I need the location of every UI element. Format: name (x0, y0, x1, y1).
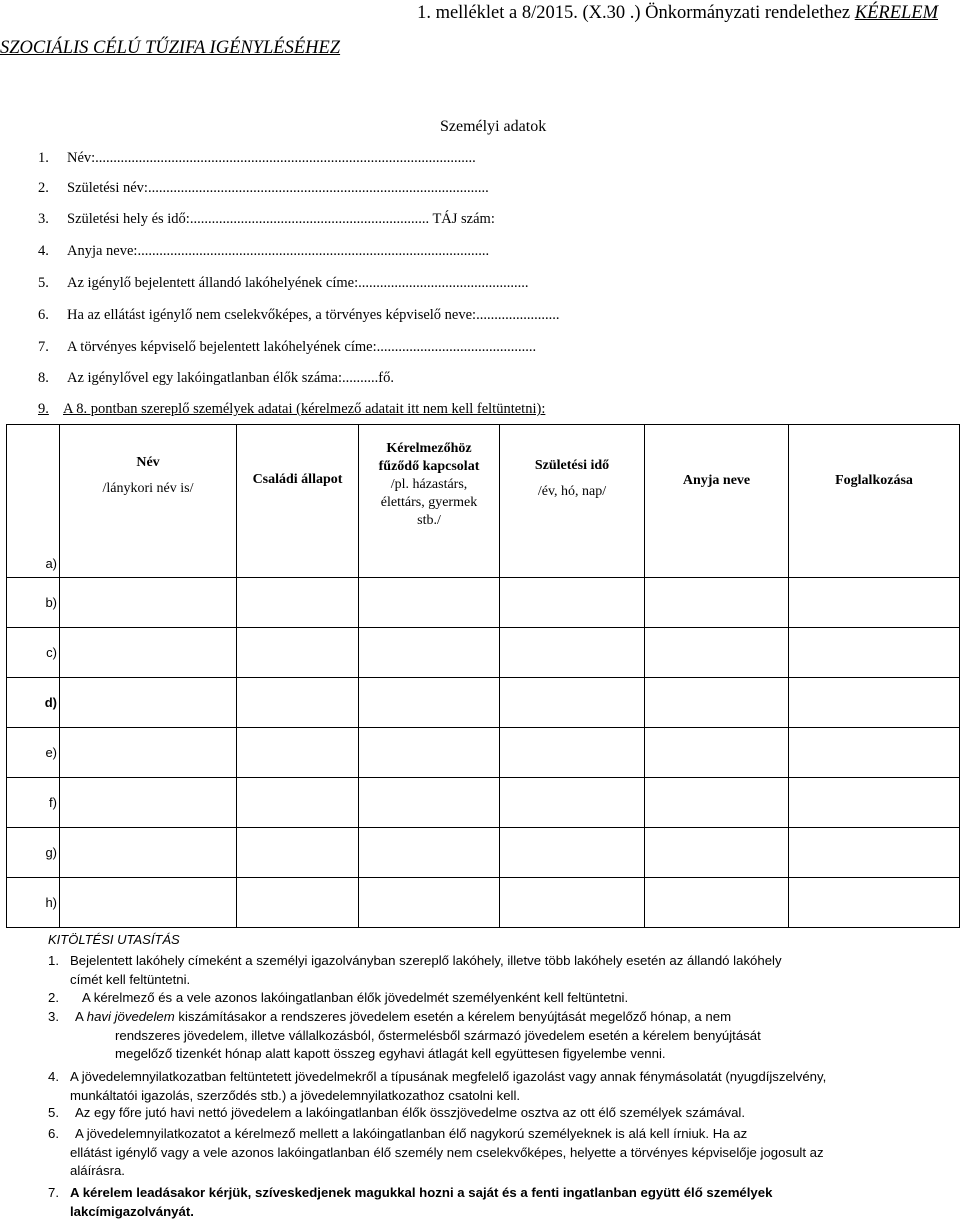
personal-item (38, 180, 898, 200)
header-name: Név /lánykori név is/ (60, 425, 237, 578)
item-number: 9. (38, 401, 49, 417)
instruction-number: 3. (48, 1009, 59, 1024)
table-cell[interactable] (359, 878, 500, 928)
table-cell[interactable] (60, 628, 237, 678)
table-cell[interactable] (500, 678, 645, 728)
table-cell[interactable] (789, 828, 960, 878)
personal-item (38, 307, 898, 327)
instruction-number: 6. (48, 1126, 59, 1141)
instruction-item (48, 1008, 953, 1064)
table-row (7, 728, 960, 778)
table-cell[interactable] (645, 828, 789, 878)
table-cell[interactable] (359, 828, 500, 878)
table-cell[interactable] (500, 728, 645, 778)
item-text: Név:......................................................................................................... (67, 150, 476, 166)
item-text: A törvényes képviselő bejelentett lakóhelyének címe:............................................ (67, 339, 537, 355)
instruction-number: 5. (48, 1105, 59, 1120)
table-cell[interactable] (237, 878, 359, 928)
table-row (7, 878, 960, 928)
item-text: Ha az ellátást igénylő nem cselekvőképes, a törvényes képviselő neve:....................... (67, 307, 560, 323)
table-row (7, 828, 960, 878)
household-members-table (6, 424, 960, 928)
item-text: Az igénylővel egy lakóingatlanban élők száma:..........fő. (67, 370, 394, 386)
instruction-line: A jövedelemnyilatkozatot a kérelmező mellett a lakóingatlanban élő nagykorú személyeknek is alá kell írniuk. Ha az (75, 1126, 748, 1141)
instruction-item (48, 952, 953, 989)
table-header-row (7, 425, 960, 578)
table-cell[interactable] (359, 678, 500, 728)
table-cell[interactable] (237, 778, 359, 828)
table-cell[interactable] (237, 628, 359, 678)
table-cell[interactable] (359, 578, 500, 628)
personal-item (38, 150, 898, 170)
instruction-item (48, 989, 953, 1008)
table-cell[interactable] (645, 778, 789, 828)
table-cell[interactable] (789, 678, 960, 728)
table-cell[interactable] (60, 878, 237, 928)
instruction-line: aláírásra. (70, 1163, 125, 1178)
instruction-line: Bejelentett lakóhely címeként a személyi igazolványban szereplő lakóhely, illetve több lakóhely esetén az állandó lakóhely (70, 953, 782, 968)
table-cell[interactable] (789, 728, 960, 778)
instruction-item (48, 1184, 953, 1221)
table-cell[interactable] (237, 728, 359, 778)
instruction-line: ellátást igénylő vagy a vele azonos lakóingatlanban élő személy nem cselekvőképes, helyette a törvényes képviselője jogosult az (70, 1144, 824, 1160)
table-row (7, 578, 960, 628)
instruction-number: 1. (48, 953, 59, 968)
table-cell[interactable] (645, 578, 789, 628)
table-cell[interactable] (237, 678, 359, 728)
table-cell[interactable] (359, 728, 500, 778)
personal-item (38, 211, 898, 231)
item-text: Születési hely és idő:.................................................................. TÁJ szám: (67, 211, 495, 227)
item-number: 1. (38, 150, 49, 166)
table-cell[interactable] (500, 778, 645, 828)
table-cell[interactable] (789, 628, 960, 678)
table-row (7, 778, 960, 828)
row-label: h) (7, 878, 60, 928)
row-label: e) (7, 728, 60, 778)
table-cell[interactable] (359, 628, 500, 678)
table-cell[interactable] (789, 878, 960, 928)
instruction-line: címét kell feltüntetni. (70, 971, 191, 987)
item-text: Az igénylő bejelentett állandó lakóhelyének címe:............................................... (67, 275, 529, 291)
item-number: 3. (38, 211, 49, 227)
instruction-number: 2. (48, 990, 59, 1005)
table-cell[interactable] (60, 778, 237, 828)
personal-item (38, 401, 898, 421)
item-number: 4. (38, 243, 49, 259)
table-cell[interactable] (500, 628, 645, 678)
item-number: 8. (38, 370, 49, 386)
instruction-line: A kérelmező és a vele azonos lakóingatlanban élők jövedelmét személyenként kell feltüntetni. (82, 990, 629, 1005)
instruction-line: munkáltatói igazolás, szerződés stb.) a jövedelemnyilatkozathoz csatolni kell. (70, 1087, 521, 1103)
instruction-line: megelőző tizenkét hónap alatt kapott összeg egyhavi átlagát kell együttesen figyelembe venni. (115, 1046, 666, 1061)
table-row (7, 628, 960, 678)
personal-item (38, 370, 898, 390)
table-cell[interactable] (645, 878, 789, 928)
item-number: 5. (38, 275, 49, 291)
header-relation: Kérelmezőhöz fűződő kapcsolat /pl. házastárs, élettárs, gyermek stb./ (359, 425, 500, 578)
instruction-number: 7. (48, 1185, 59, 1200)
table-cell[interactable] (237, 578, 359, 628)
table-cell[interactable] (237, 828, 359, 878)
row-label: d) (7, 678, 60, 728)
instruction-item (48, 1125, 953, 1181)
annex-reference: 1. melléklet a 8/2015. (X.30 .) Önkormányzati rendelethez KÉRELEM (417, 3, 938, 23)
row-label: g) (7, 828, 60, 878)
item-text: Anyja neve:................................................................................................. (67, 243, 490, 259)
item-number: 2. (38, 180, 49, 196)
personal-item (38, 243, 898, 263)
instruction-line: A jövedelemnyilatkozatban feltüntetett jövedelmekről a típusának megfelelő igazolást vagy annak fénymásolatát (nyugdíjszelvény, (70, 1069, 827, 1084)
row-label: c) (7, 628, 60, 678)
form-title-part1: KÉRELEM (854, 3, 938, 23)
table-cell[interactable] (500, 578, 645, 628)
instruction-line: lakcímigazolványát. (70, 1203, 194, 1219)
row-label: a) (7, 425, 60, 578)
instruction-line: A havi jövedelem kiszámításakor a rendszeres jövedelem esetén a kérelem benyújtását megelőző hónap, a nem (75, 1009, 732, 1024)
item-number: 6. (38, 307, 49, 323)
table-row (7, 678, 960, 728)
instruction-number: 4. (48, 1069, 59, 1084)
table-cell[interactable] (645, 628, 789, 678)
table-cell[interactable] (645, 678, 789, 728)
table-cell[interactable] (645, 728, 789, 778)
header-occupation: Foglalkozása (789, 425, 960, 578)
instruction-item (48, 1068, 953, 1105)
header-birth-date: Születési idő /év, hó, nap/ (500, 425, 645, 578)
table-cell[interactable] (789, 778, 960, 828)
item-number: 7. (38, 339, 49, 355)
instructions-title: KITÖLTÉSI UTASÍTÁS (48, 932, 180, 947)
row-label: b) (7, 578, 60, 628)
instruction-line: Az egy főre jutó havi nettó jövedelem a lakóingatlanban élők összjövedelme osztva az ott élő személyek számával. (75, 1105, 745, 1120)
instruction-line: A kérelem leadásakor kérjük, szíveskedjenek magukkal hozni a saját és a fenti ingatlanban együtt élő személyek (70, 1185, 773, 1200)
section-title: Személyi adatok (440, 118, 547, 135)
item-text: A 8. pontban szereplő személyek adatai (kérelmező adatait itt nem kell feltüntetni): (63, 401, 546, 417)
item-text: Születési név:.............................................................................................. (67, 180, 489, 196)
instruction-item (48, 1104, 953, 1123)
table-cell[interactable] (500, 828, 645, 878)
form-title: SZOCIÁLIS CÉLÚ TŰZIFA IGÉNYLÉSÉHEZ (0, 38, 341, 58)
personal-item (38, 339, 898, 359)
header-mother-name: Anyja neve (645, 425, 789, 578)
header-family-status: Családi állapot (237, 425, 359, 578)
table-cell[interactable] (60, 578, 237, 628)
table-cell[interactable] (500, 878, 645, 928)
table-cell[interactable] (789, 578, 960, 628)
table-cell[interactable] (60, 728, 237, 778)
table-cell[interactable] (359, 778, 500, 828)
instruction-line: rendszeres jövedelem, illetve vállalkozásból, őstermelésből származó jövedelem esetén a kérelem benyújtását (115, 1027, 761, 1043)
row-label: f) (7, 778, 60, 828)
table-cell[interactable] (60, 678, 237, 728)
table-cell[interactable] (60, 828, 237, 878)
personal-item (38, 275, 898, 295)
